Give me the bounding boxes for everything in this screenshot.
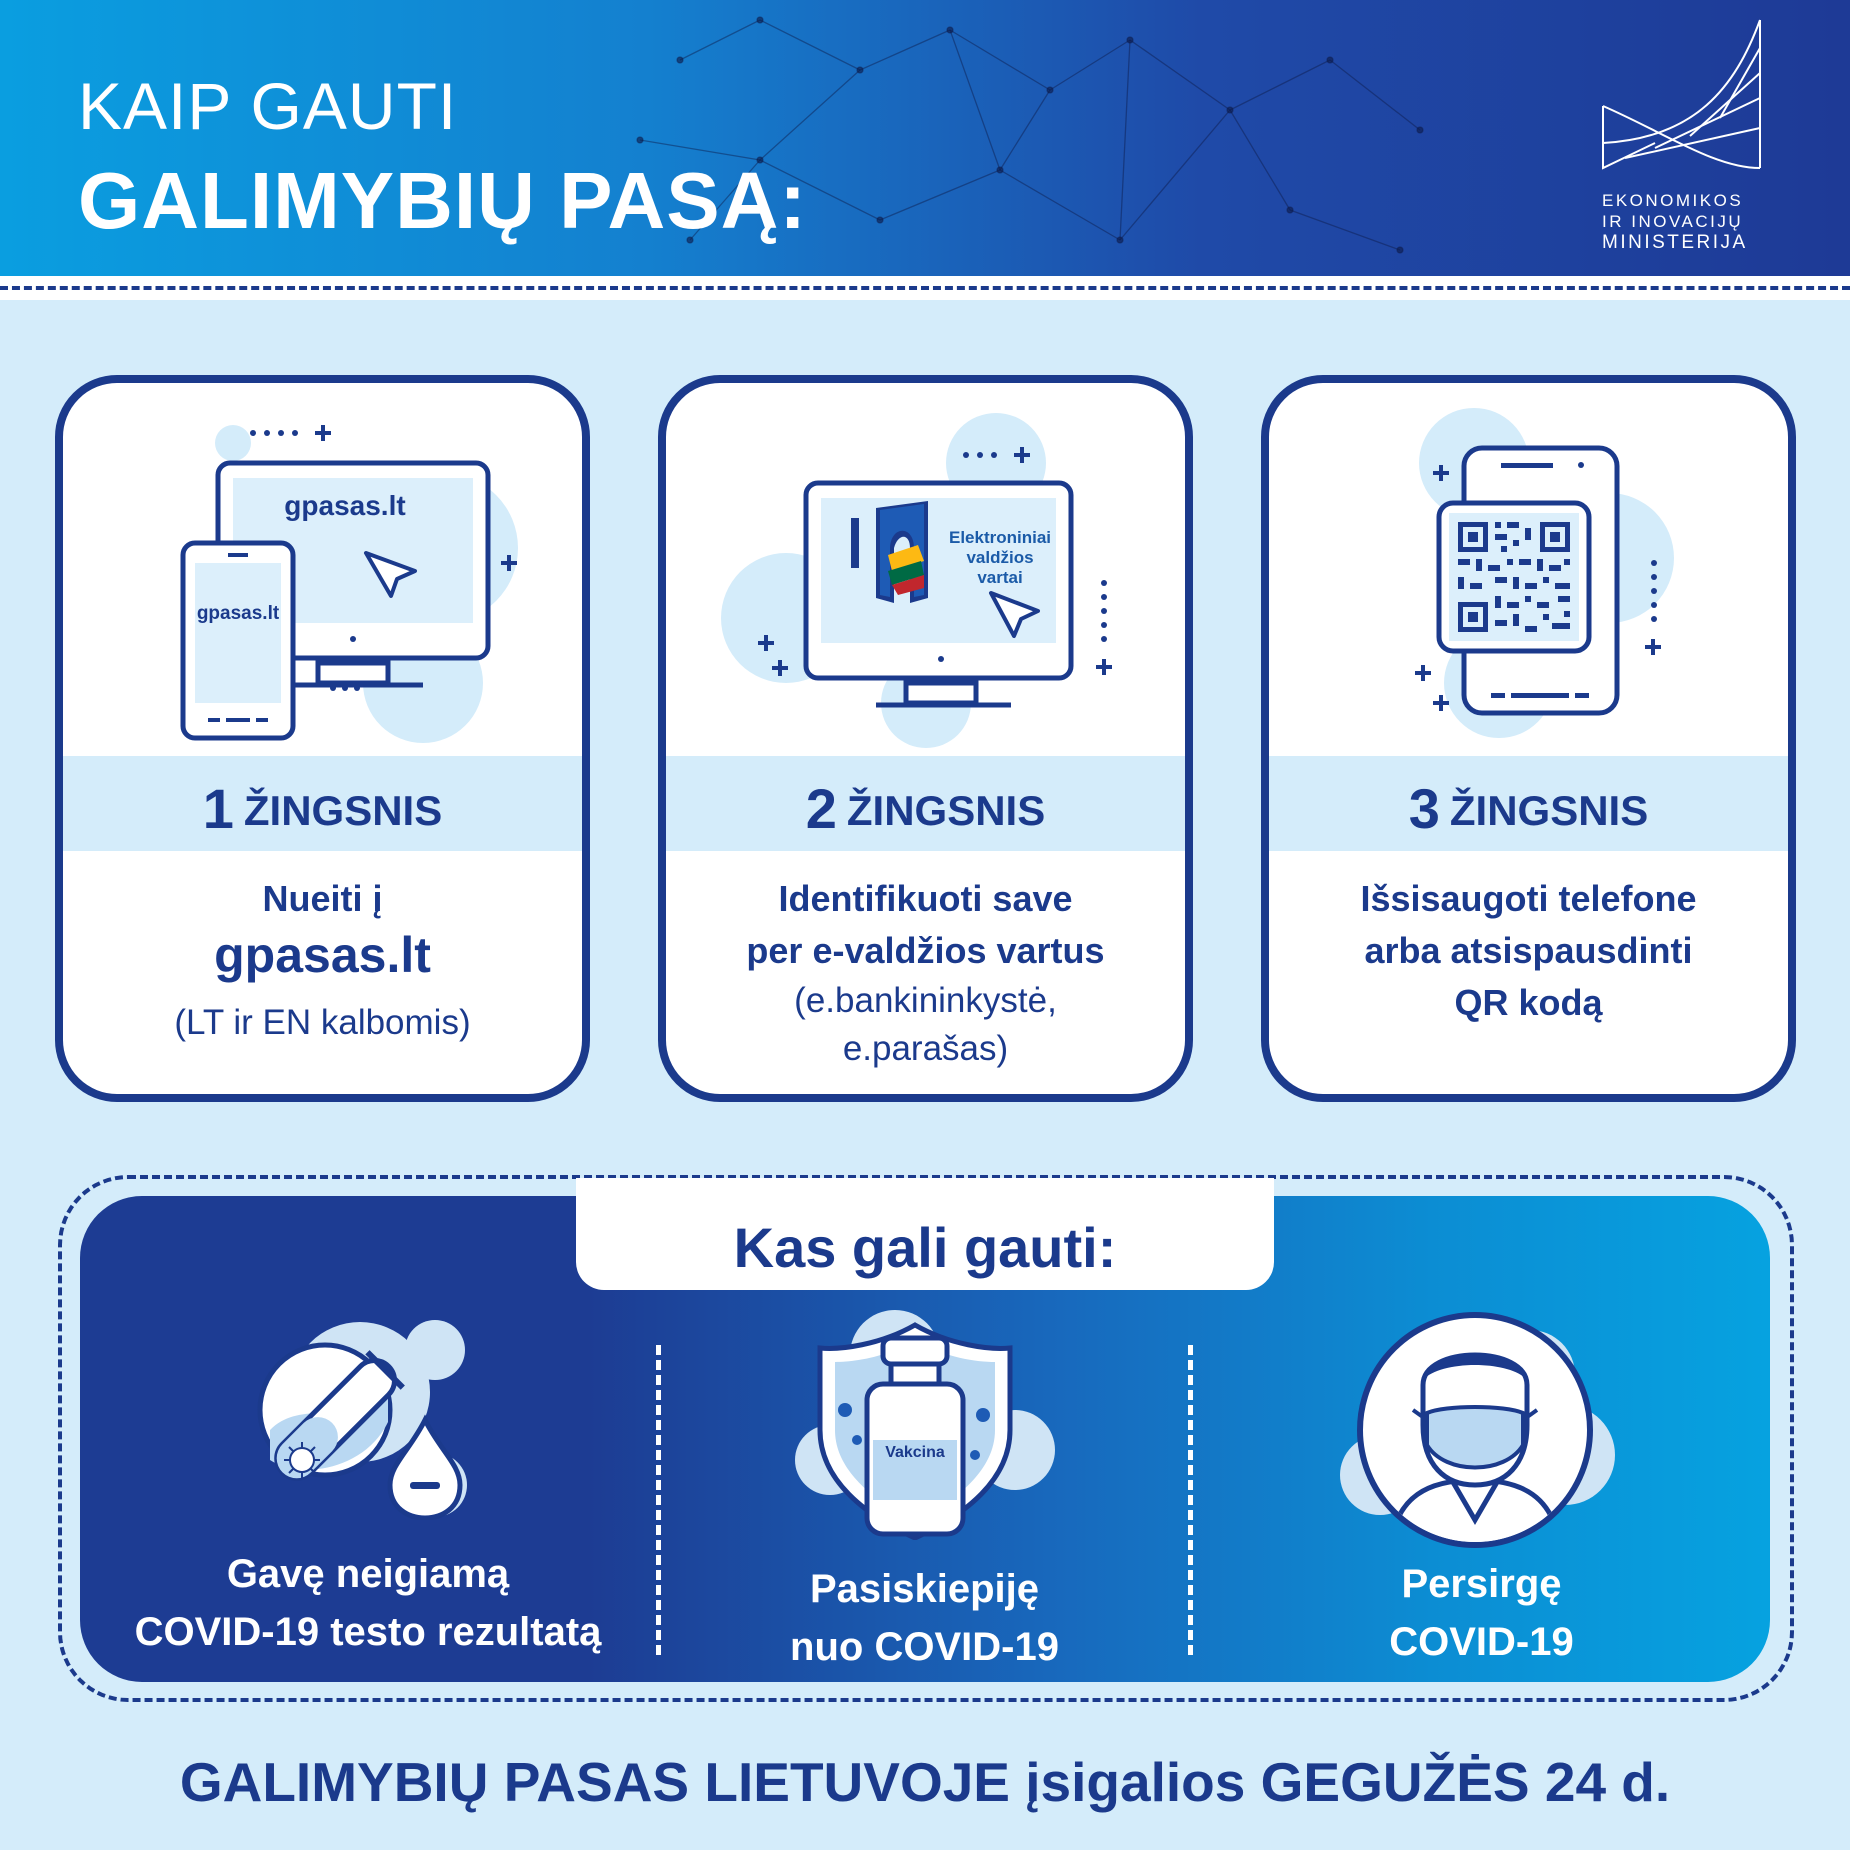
footer-statement: GALIMYBIŲ PASAS LIETUVOJE įsigalios GEGUŽĖS 24 d. xyxy=(179,1751,1671,1813)
step-description xyxy=(1279,873,1778,1029)
title-line-2: GALIMYBIŲ PASĄ: xyxy=(78,156,808,245)
step-description xyxy=(73,873,572,1047)
header-banner xyxy=(0,0,1850,276)
face-mask-icon xyxy=(1427,1407,1523,1468)
egov-text-line: Elektroniniai xyxy=(948,528,1052,547)
logo-line: IR INOVACIJŲ xyxy=(1602,212,1744,231)
who-label-vaccinated xyxy=(661,1560,1188,1676)
step-text-line: per e-valdžios vartus xyxy=(746,930,1105,971)
masked-person-icon xyxy=(1335,1305,1615,1555)
who-label-negative-test xyxy=(80,1545,656,1661)
who-label-line: Persirgę xyxy=(1401,1562,1562,1606)
step-description xyxy=(676,873,1175,1073)
monitor-egov-icon xyxy=(666,383,1185,756)
who-title: Kas gali gauti: xyxy=(733,1216,1117,1279)
virus-icon xyxy=(284,1442,320,1478)
step-number: 1 xyxy=(202,777,234,840)
monitor-url-text: gpasas.lt xyxy=(284,490,406,521)
step-label: ŽINGSNIS xyxy=(846,787,1046,834)
ministry-logo-text xyxy=(1602,190,1748,253)
who-label-line: COVID-19 testo rezultatą xyxy=(134,1610,602,1654)
gpasas-link[interactable]: gpasas.lt xyxy=(214,927,431,983)
vial-label: Vakcina xyxy=(885,1444,945,1461)
step-text-line: Nueiti į xyxy=(262,878,383,919)
step-text-line: (LT ir EN kalbomis) xyxy=(174,1003,471,1042)
step-title xyxy=(666,776,1185,841)
phone-qr-icon xyxy=(1269,383,1788,756)
step-card-3 xyxy=(1261,375,1796,1102)
step-label: ŽINGSNIS xyxy=(243,787,443,834)
step-label: ŽINGSNIS xyxy=(1449,787,1649,834)
step-text-line: Išsisaugoti telefone xyxy=(1360,878,1697,919)
egov-text-line: vartai xyxy=(977,568,1023,587)
step-number: 2 xyxy=(805,777,837,840)
who-label-line: COVID-19 xyxy=(1389,1620,1574,1664)
step-text-line: Identifikuoti save xyxy=(778,878,1073,919)
step-card-2 xyxy=(658,375,1193,1102)
step-text-line: arba atsispausdinti xyxy=(1364,930,1693,971)
step-text-line: QR kodą xyxy=(1454,982,1603,1023)
step-text-line: (e.bankininkystė, xyxy=(794,981,1057,1020)
phone-url-text: gpasas.lt xyxy=(196,603,280,624)
step-card-1 xyxy=(55,375,590,1102)
step-title xyxy=(1269,776,1788,841)
step-text-line: e.parašas) xyxy=(842,1029,1009,1068)
minus-icon xyxy=(410,1482,440,1489)
egov-text-line: valdžios xyxy=(966,548,1034,567)
test-tube-icon xyxy=(240,1310,490,1520)
computer-and-phone-icon xyxy=(63,383,582,756)
dashed-divider xyxy=(0,286,1850,290)
step-title xyxy=(63,776,582,841)
who-label-line: nuo COVID-19 xyxy=(790,1625,1059,1669)
who-label-line: Gavę neigiamą xyxy=(226,1552,510,1596)
logo-line: MINISTERIJA xyxy=(1602,232,1748,253)
vaccine-icon xyxy=(785,1300,1065,1540)
step-number: 3 xyxy=(1408,777,1440,840)
who-label-recovered xyxy=(1193,1555,1770,1671)
egov-gate-logo-icon xyxy=(876,501,928,603)
logo-line: EKONOMIKOS xyxy=(1602,191,1744,210)
title-line-1: KAIP GAUTI xyxy=(78,69,458,143)
who-label-line: Pasiskiepiję xyxy=(809,1567,1040,1611)
